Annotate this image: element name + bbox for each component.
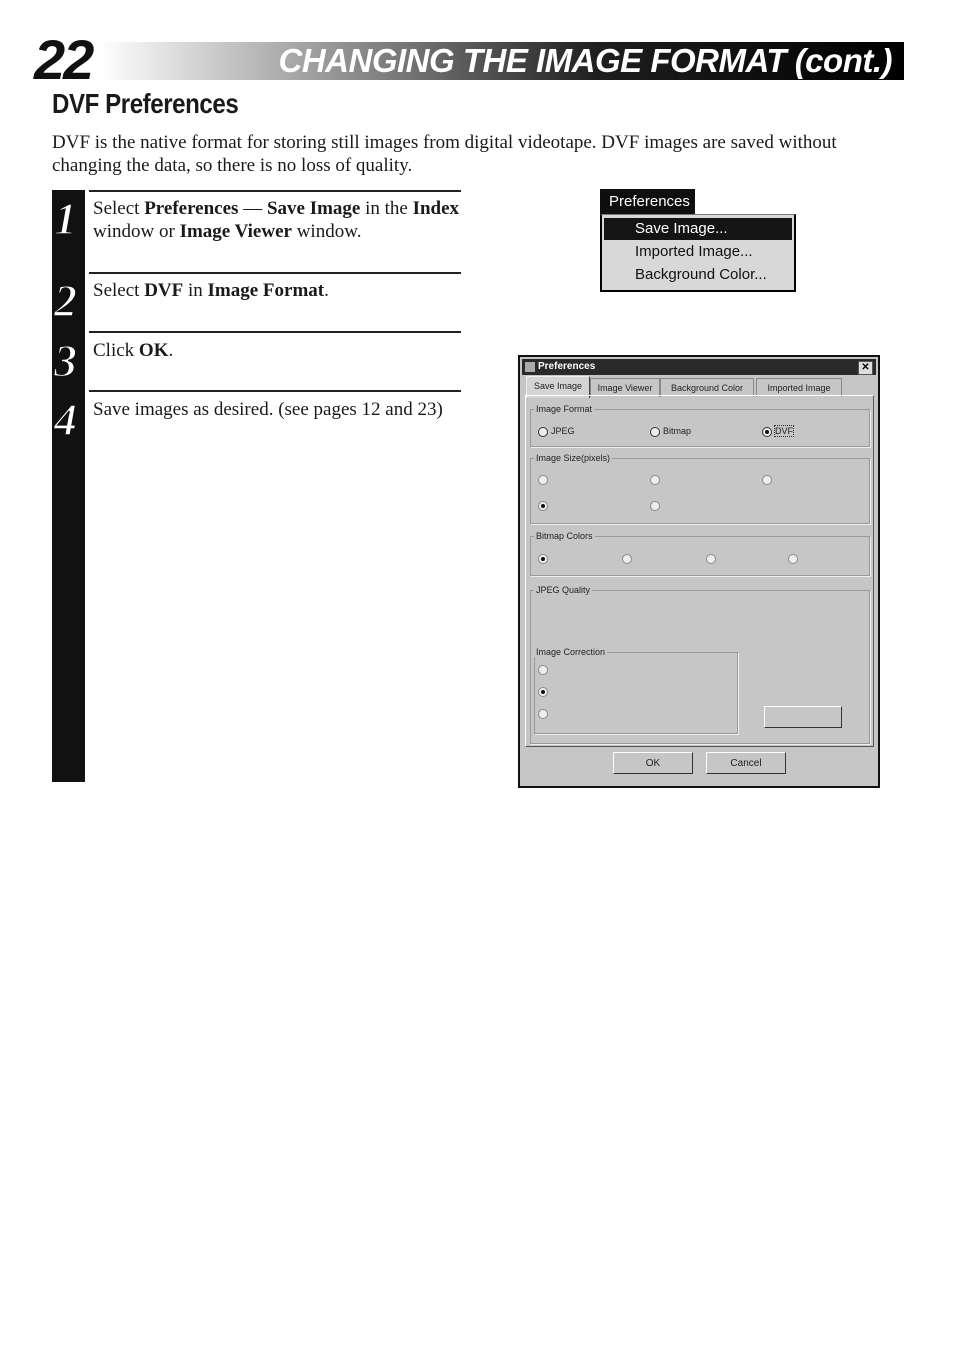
step-number-1: 1 (54, 193, 77, 244)
radio-size-1[interactable] (538, 474, 551, 485)
radio-colors-3[interactable] (706, 553, 719, 564)
dialog-title: Preferences (538, 361, 596, 372)
image-correction-group (534, 652, 738, 734)
radio-size-4[interactable] (538, 500, 551, 511)
radio-size-2[interactable] (650, 474, 663, 485)
radio-size-3[interactable] (762, 474, 775, 485)
radio-bitmap[interactable]: Bitmap (650, 426, 691, 437)
step-1-text: Select Preferences — Save Image in the Index window or Image Viewer window. (93, 198, 460, 242)
image-correction-label: Image Correction (536, 647, 606, 657)
page-number: 22 (34, 28, 93, 91)
step-3-text: Click OK. (93, 340, 174, 361)
close-icon[interactable]: ✕ (858, 361, 873, 375)
bitmap-colors-label: Bitmap Colors (536, 531, 593, 541)
radio-colors-4[interactable] (788, 553, 801, 564)
window-icon (525, 362, 535, 372)
step-divider (89, 390, 461, 392)
disabled-button[interactable] (764, 706, 842, 728)
image-format-group (530, 409, 870, 447)
step-number-2: 2 (54, 275, 77, 326)
radio-correction-3[interactable] (538, 708, 551, 719)
menu-dropdown (600, 214, 796, 292)
tab-panel (525, 395, 874, 747)
step-number-3: 3 (54, 335, 77, 386)
menu-item-save-image[interactable]: Save Image... (604, 218, 792, 240)
step-2-text: Select DVF in Image Format. (93, 280, 329, 301)
dialog-titlebar (522, 359, 876, 375)
tab-image-viewer[interactable]: Image Viewer (590, 378, 660, 397)
ok-button[interactable]: OK (613, 752, 693, 774)
menu-item-imported-image[interactable]: Imported Image... (635, 243, 753, 260)
radio-correction-2[interactable] (538, 686, 551, 697)
tab-save-image[interactable]: Save Image (526, 376, 590, 398)
menu-item-background-color[interactable]: Background Color... (635, 266, 767, 283)
image-size-label: Image Size(pixels) (536, 453, 611, 463)
section-title: DVF Preferences (52, 88, 239, 119)
menu-preferences[interactable]: Preferences (600, 189, 695, 214)
intro-paragraph: DVF is the native format for storing still images from digital videotape. DVF images are saved without changing the data, so there is no loss of quality. (52, 132, 837, 176)
image-format-label: Image Format (536, 404, 593, 414)
radio-jpeg[interactable]: JPEG (538, 426, 575, 437)
step-4-text: Save images as desired. (see pages 12 and 23) (93, 399, 443, 420)
step-divider (89, 190, 461, 192)
radio-dvf[interactable]: DVF (762, 426, 793, 437)
cancel-button[interactable]: Cancel (706, 752, 786, 774)
header-bar (100, 42, 904, 80)
radio-size-5[interactable] (650, 500, 663, 511)
tab-imported-image[interactable]: Imported Image (756, 378, 842, 397)
radio-colors-2[interactable] (622, 553, 635, 564)
tab-background-color[interactable]: Background Color (660, 378, 754, 397)
step-divider (89, 272, 461, 274)
radio-correction-1[interactable] (538, 664, 551, 675)
step-divider (89, 331, 461, 333)
radio-colors-1[interactable] (538, 553, 551, 564)
step-number-4: 4 (54, 394, 77, 445)
preferences-dialog (518, 355, 880, 788)
bitmap-colors-group (530, 536, 870, 576)
page-title: CHANGING THE IMAGE FORMAT (cont.) (278, 42, 892, 79)
image-size-group (530, 458, 870, 524)
jpeg-quality-label: JPEG Quality (536, 585, 591, 595)
